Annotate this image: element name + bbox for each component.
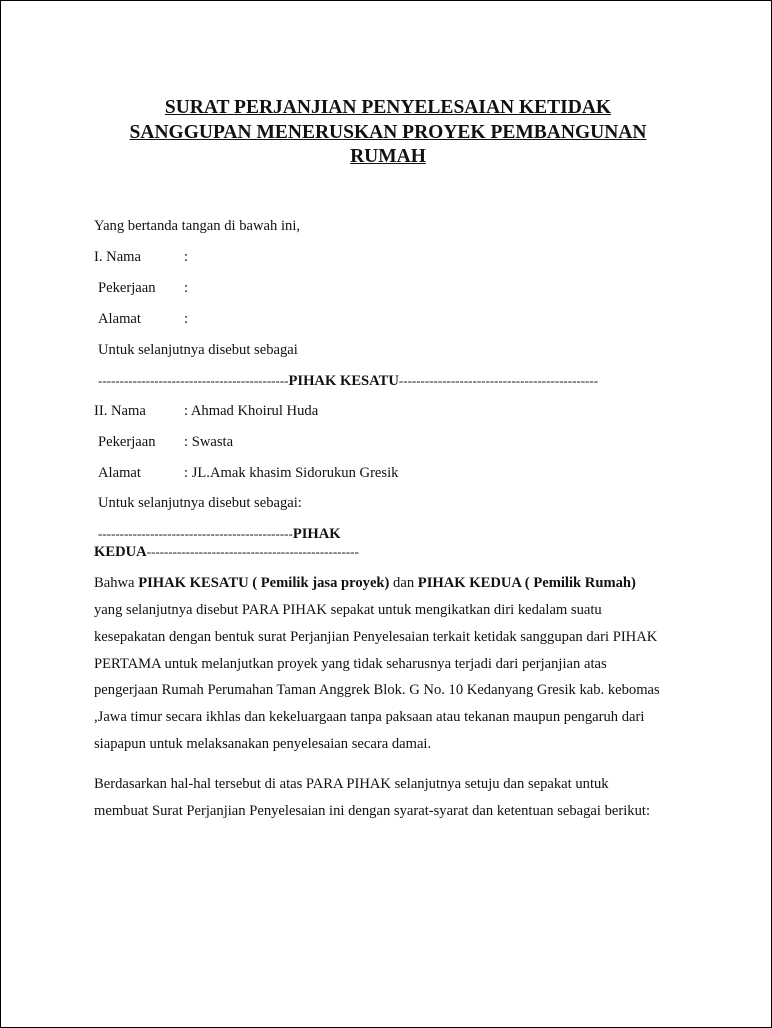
para1-line-3: kesepakatan dengan bentuk surat Perjanjian Penyelesaian terkait ketidak sanggupan dari PIHAK — [94, 629, 658, 645]
para2-line-2: membuat Surat Perjanjian Penyelesaian ini dengan syarat-syarat dan ketentuan sebagai berikut: — [94, 803, 650, 819]
party1-pekerjaan-row — [98, 279, 188, 297]
party2-alamat-label: Alamat — [98, 465, 141, 481]
party1-designation: PIHAK KESATU — [288, 373, 399, 389]
intro-line: Yang bertanda tangan di bawah ini, — [94, 218, 301, 234]
party2-nama-label: II. Nama — [94, 403, 146, 419]
party2-nama-value: : Ahmad Khoirul Huda — [184, 403, 319, 419]
title-line-2: SANGGUPAN MENERUSKAN PROYEK PEMBANGUNAN — [129, 121, 647, 143]
party1-nama-value: : — [184, 249, 189, 265]
para1-line-2: yang selanjutnya disebut PARA PIHAK sepakat untuk mengikatkan diri kedalam suatu — [94, 602, 602, 618]
para1-pihak-kesatu: PIHAK KESATU ( Pemilik jasa proyek) — [138, 575, 390, 591]
party2-designation-part2: KEDUA — [94, 544, 147, 560]
para1-bahwa: Bahwa — [94, 575, 139, 591]
party2-pekerjaan-row — [98, 433, 233, 451]
party1-nama-label: I. Nama — [94, 249, 142, 265]
party1-disebut-line: Untuk selanjutnya disebut sebagai — [98, 342, 298, 358]
party2-designation-line-2 — [94, 543, 359, 561]
party2-dash-left: --------------------------------------------- — [98, 526, 293, 541]
party1-dash-left: -------------------------------------------- — [98, 373, 289, 388]
party1-designation-line — [98, 372, 598, 390]
para2-line-1: Berdasarkan hal-hal tersebut di atas PARA PIHAK selanjutnya setuju dan sepakat untuk — [94, 776, 609, 792]
para1-line-4: PERTAMA untuk melanjutkan proyek yang tidak seharusnya terjadi dari perjanjian atas — [94, 656, 607, 672]
party2-nama-row — [94, 402, 318, 420]
document-title — [93, 96, 683, 170]
para1-dan: dan — [389, 575, 418, 591]
para1-pihak-kedua: PIHAK KEDUA ( Pemilik Rumah) — [417, 575, 636, 591]
party1-nama-row — [94, 248, 188, 266]
title-line-1: SURAT PERJANJIAN PENYELESAIAN KETIDAK — [164, 97, 612, 118]
party2-dash-right: ------------------------------------------------- — [146, 544, 359, 559]
para1-line-1 — [94, 574, 636, 592]
party2-designation-part1: PIHAK — [292, 526, 341, 542]
party1-alamat-row — [98, 310, 188, 328]
party1-pekerjaan-value: : — [184, 280, 189, 296]
party2-pekerjaan-label: Pekerjaan — [98, 434, 156, 450]
para1-line-6: ,Jawa timur secara ikhlas dan kekeluargaan tanpa paksaan atau tekanan maupun pengaruh dari — [94, 709, 645, 725]
party1-pekerjaan-label: Pekerjaan — [98, 280, 156, 296]
party2-designation-line-1 — [98, 525, 341, 543]
party1-alamat-label: Alamat — [98, 311, 141, 327]
party2-alamat-value: : JL.Amak khasim Sidorukun Gresik — [184, 465, 399, 481]
party2-pekerjaan-value: : Swasta — [184, 434, 234, 450]
party1-alamat-value: : — [184, 311, 189, 327]
para1-line-5: pengerjaan Rumah Perumahan Taman Anggrek Blok. G No. 10 Kedanyang Gresik kab. kebomas — [94, 682, 660, 698]
party2-alamat-row — [98, 464, 398, 482]
para1-line-7: siapapun untuk melaksanakan penyelesaian secara damai. — [94, 736, 432, 752]
party2-disebut-line: Untuk selanjutnya disebut sebagai: — [98, 495, 302, 511]
party1-dash-right: ---------------------------------------------- — [398, 373, 599, 388]
title-line-3: RUMAH — [350, 146, 426, 167]
